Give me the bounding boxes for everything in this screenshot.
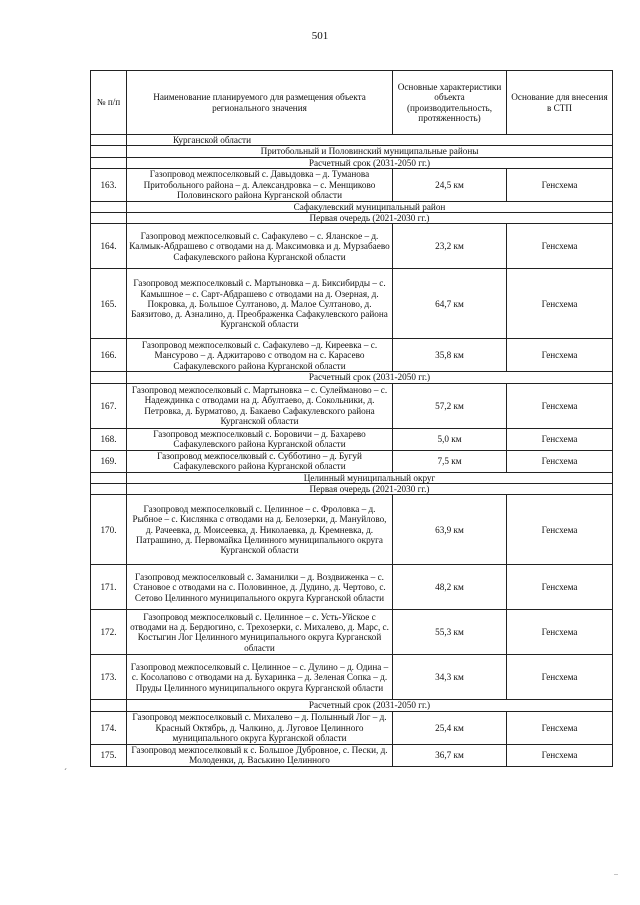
- section-row: [91, 135, 613, 146]
- table-row: [91, 383, 613, 428]
- row-number: 175.: [91, 744, 127, 766]
- row-object-name: Газопровод межпоселковый с. Заманилки – д. Воздвиженка – с. Становое с отводами на с. Половинное, д. Дудино, д. Чертово, с. Сетово Целинного муниципального округа Курганской области: [127, 565, 393, 610]
- section-num-cell: [91, 372, 127, 383]
- margin-mark: ˊ: [64, 767, 67, 777]
- section-num-cell: [91, 213, 127, 224]
- row-number: 173.: [91, 655, 127, 700]
- table-row: [91, 610, 613, 655]
- section-num-cell: [91, 146, 127, 157]
- row-basis: Генсхема: [507, 450, 613, 472]
- row-object-name: Газопровод межпоселковый с. Целинное – с. Дулино – д. Одина – с. Косолапово с отводами на д. Бухаринка – д. Зеленая Сопка – д. Пруды Целинного муниципального округа Курганской области: [127, 655, 393, 700]
- row-object-name: Газопровод межпоселковый с. Субботино – д. Бугуй Сафакулевского района Курганской области: [127, 450, 393, 472]
- row-length: 63,9 км: [393, 495, 507, 565]
- table-row: [91, 450, 613, 472]
- table-row: [91, 269, 613, 339]
- row-number: 170.: [91, 495, 127, 565]
- row-length: 35,8 км: [393, 339, 507, 372]
- section-title: Расчетный срок (2031-2050 гг.): [127, 157, 613, 168]
- table-row: [91, 428, 613, 450]
- table-row: [91, 744, 613, 766]
- section-title: Первая очередь (2021-2030 гг.): [127, 213, 613, 224]
- row-object-name: Газопровод межпоселковый с. Мартыновка – д. Биксибирды – с. Камышное – с. Сарт-Абдрашево с отводами на д. Озерная, д. Покровка, д. Большое Султаново, д. Малое Султаново, д. Баязитово, д. Азналино, д. Преображенка Сафакулевского района Курганской области: [127, 269, 393, 339]
- row-number: 167.: [91, 383, 127, 428]
- row-number: 163.: [91, 168, 127, 201]
- row-length: 64,7 км: [393, 269, 507, 339]
- row-object-name: Газопровод межпоселковый к с. Большое Дубровное, с. Пески, д. Молоденки, д. Васькино Целинного: [127, 744, 393, 766]
- row-basis: Генсхема: [507, 655, 613, 700]
- row-basis: Генсхема: [507, 495, 613, 565]
- row-number: 168.: [91, 428, 127, 450]
- corner-mark: ..: [614, 868, 618, 877]
- row-basis: Генсхема: [507, 224, 613, 269]
- row-basis: Генсхема: [507, 269, 613, 339]
- section-row: [91, 201, 613, 212]
- table-row: [91, 339, 613, 372]
- row-number: 174.: [91, 711, 127, 744]
- section-title: Расчетный срок (2031-2050 гг.): [127, 372, 613, 383]
- table-row: [91, 711, 613, 744]
- section-title: Расчетный срок (2031-2050 гг.): [127, 700, 613, 711]
- row-length: 7,5 км: [393, 450, 507, 472]
- row-basis: Генсхема: [507, 610, 613, 655]
- page-number: 501: [311, 30, 329, 42]
- section-num-cell: [91, 201, 127, 212]
- section-row: [91, 157, 613, 168]
- row-length: 48,2 км: [393, 565, 507, 610]
- row-object-name: Газопровод межпоселковый с. Сафакулево – с. Яланское – д. Калмык-Абдрашево с отводами на д. Максимовка и д. Мурзабаево Сафакулевского района Курганской области: [127, 224, 393, 269]
- table-row: [91, 565, 613, 610]
- row-object-name: Газопровод межпоселковый с. Целинное – с. Фроловка – д. Рыбное – с. Кислянка с отводами на д. Белозерки, д. Мануйлово, д. Рачеевка, д. Моисеевка, д. Николаевка, д. Кремневка, д. Патрашино, д. Первомайка Целинного муниципального округа Курганской области: [127, 495, 393, 565]
- section-num-cell: [91, 484, 127, 495]
- table-row: [91, 495, 613, 565]
- header-num: № п/п: [91, 71, 127, 135]
- section-num-cell: [91, 157, 127, 168]
- table-body: [91, 135, 613, 767]
- header-name: Наименование планируемого для размещения объекта регионального значения: [127, 71, 393, 135]
- row-number: 171.: [91, 565, 127, 610]
- objects-table: [90, 70, 613, 767]
- table-header-row: [91, 71, 613, 135]
- row-basis: Генсхема: [507, 168, 613, 201]
- row-length: 34,3 км: [393, 655, 507, 700]
- row-length: 36,7 км: [393, 744, 507, 766]
- section-title: Притобольный и Половинский муниципальные районы: [127, 146, 613, 157]
- row-object-name: Газопровод межпоселковый с. Сафакулево –д. Киреевка – с. Мансурово – д. Аджитарово с отводом на с. Карасево Сафакулевского района Курганской области: [127, 339, 393, 372]
- section-row: [91, 372, 613, 383]
- table-row: [91, 224, 613, 269]
- row-number: 165.: [91, 269, 127, 339]
- header-characteristics: Основные характеристики объекта (производительность, протяженность): [393, 71, 507, 135]
- section-title: Первая очередь (2021-2030 гг.): [127, 484, 613, 495]
- section-title: Целинный муниципальный округ: [127, 472, 613, 483]
- row-length: 25,4 км: [393, 711, 507, 744]
- row-object-name: Газопровод межпоселковый с. Боровичи – д. Бахарево Сафакулевского района Курганской области: [127, 428, 393, 450]
- row-object-name: Газопровод межпоселковый с. Мартыновка – с. Сулейманово – с. Надеждинка с отводами на д. Абултаево, д. Сокольники, д. Петровка, д. Бурматово, д. Бакаево Сафакулевского района Курганской области: [127, 383, 393, 428]
- row-length: 5,0 км: [393, 428, 507, 450]
- section-num-cell: [91, 700, 127, 711]
- row-object-name: Газопровод межпоселковый с. Целинное – с. Усть-Уйское с отводами на д. Бердюгино, с. Трехозерки, с. Михалево, д. Марс, с. Костыгин Лог Целинного муниципального округа Курганской области: [127, 610, 393, 655]
- row-basis: Генсхема: [507, 565, 613, 610]
- section-row: [91, 484, 613, 495]
- row-basis: Генсхема: [507, 383, 613, 428]
- table-row: [91, 168, 613, 201]
- row-length: 55,3 км: [393, 610, 507, 655]
- row-basis: Генсхема: [507, 339, 613, 372]
- section-row: [91, 146, 613, 157]
- section-title: Сафакулевский муниципальный район: [127, 201, 613, 212]
- row-length: 24,5 км: [393, 168, 507, 201]
- row-basis: Генсхема: [507, 428, 613, 450]
- row-basis: Генсхема: [507, 744, 613, 766]
- section-row: [91, 472, 613, 483]
- row-object-name: Газопровод межпоселковый с. Давыдовка – д. Туманова Притобольного района – д. Александровка – с. Менщиково Половинского района Курганской области: [127, 168, 393, 201]
- section-num-cell: [91, 135, 127, 146]
- header-basis: Основание для внесения в СТП: [507, 71, 613, 135]
- row-number: 169.: [91, 450, 127, 472]
- row-basis: Генсхема: [507, 711, 613, 744]
- row-number: 164.: [91, 224, 127, 269]
- table-row: [91, 655, 613, 700]
- row-length: 57,2 км: [393, 383, 507, 428]
- row-object-name: Газопровод межпоселковый с. Михалево – д. Полынный Лог – д. Красный Октябрь, д. Чалкино, д. Луговое Целинного муниципального округа Курганской области: [127, 711, 393, 744]
- row-number: 172.: [91, 610, 127, 655]
- section-num-cell: [91, 472, 127, 483]
- row-number: 166.: [91, 339, 127, 372]
- section-row: [91, 700, 613, 711]
- section-title: Курганской области: [127, 135, 613, 146]
- row-length: 23,2 км: [393, 224, 507, 269]
- section-row: [91, 213, 613, 224]
